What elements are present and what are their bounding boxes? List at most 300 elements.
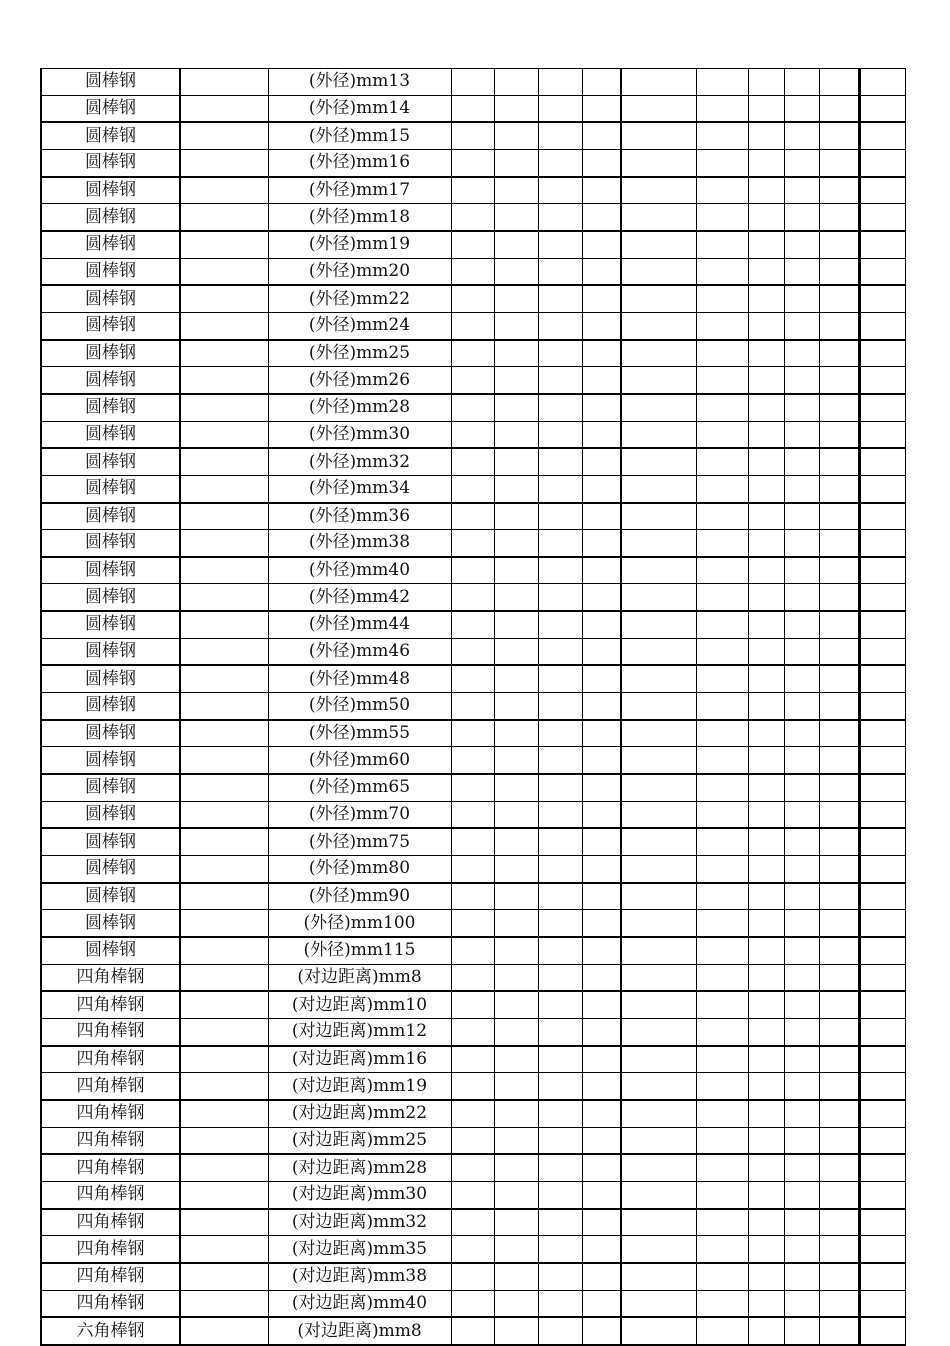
- spec-cell: (外径)mm36: [268, 503, 451, 530]
- empty-cell: [538, 1236, 582, 1263]
- empty-cell: [494, 1317, 538, 1345]
- spec-cell: (外径)mm42: [268, 584, 451, 611]
- empty-cell: [582, 665, 621, 692]
- empty-cell: [180, 312, 268, 339]
- empty-cell: [784, 693, 819, 720]
- table-row: [41, 991, 905, 1018]
- empty-cell: [748, 611, 784, 638]
- empty-cell: [621, 258, 696, 285]
- empty-cell: [538, 774, 582, 801]
- empty-cell: [859, 964, 905, 991]
- empty-cell: [494, 231, 538, 258]
- table-row: [41, 475, 905, 502]
- empty-cell: [494, 285, 538, 312]
- empty-cell: [621, 312, 696, 339]
- spec-cell: (外径)mm70: [268, 801, 451, 828]
- empty-cell: [784, 530, 819, 557]
- empty-cell: [538, 149, 582, 176]
- empty-cell: [621, 856, 696, 883]
- empty-cell: [180, 258, 268, 285]
- empty-cell: [621, 937, 696, 964]
- empty-cell: [451, 1181, 494, 1208]
- empty-cell: [748, 1073, 784, 1100]
- empty-cell: [621, 394, 696, 421]
- empty-cell: [621, 1290, 696, 1317]
- empty-cell: [859, 665, 905, 692]
- empty-cell: [696, 421, 748, 448]
- empty-cell: [621, 1209, 696, 1236]
- empty-cell: [180, 611, 268, 638]
- empty-cell: [696, 312, 748, 339]
- empty-cell: [859, 611, 905, 638]
- table-row: [41, 557, 905, 584]
- empty-cell: [784, 285, 819, 312]
- empty-cell: [494, 991, 538, 1018]
- empty-cell: [819, 638, 859, 665]
- empty-cell: [696, 530, 748, 557]
- material-spec-table: [40, 68, 906, 1346]
- material-name-cell: 四角棒钢: [41, 1046, 180, 1073]
- empty-cell: [621, 801, 696, 828]
- empty-cell: [748, 312, 784, 339]
- empty-cell: [784, 937, 819, 964]
- empty-cell: [784, 367, 819, 394]
- spec-cell: (外径)mm115: [268, 937, 451, 964]
- empty-cell: [451, 910, 494, 937]
- material-name-cell: 圆棒钢: [41, 69, 180, 96]
- empty-cell: [621, 177, 696, 204]
- empty-cell: [748, 1236, 784, 1263]
- empty-cell: [451, 828, 494, 855]
- empty-cell: [538, 122, 582, 149]
- empty-cell: [859, 69, 905, 96]
- empty-cell: [494, 394, 538, 421]
- empty-cell: [859, 503, 905, 530]
- empty-cell: [538, 1073, 582, 1100]
- empty-cell: [696, 204, 748, 231]
- empty-cell: [819, 1317, 859, 1345]
- empty-cell: [538, 964, 582, 991]
- material-name-cell: 圆棒钢: [41, 448, 180, 475]
- empty-cell: [621, 367, 696, 394]
- empty-cell: [748, 557, 784, 584]
- table-row: [41, 1209, 905, 1236]
- empty-cell: [451, 856, 494, 883]
- empty-cell: [451, 122, 494, 149]
- empty-cell: [538, 285, 582, 312]
- empty-cell: [696, 149, 748, 176]
- empty-cell: [494, 95, 538, 122]
- empty-cell: [582, 1073, 621, 1100]
- empty-cell: [784, 1209, 819, 1236]
- material-name-cell: 圆棒钢: [41, 394, 180, 421]
- table-row: [41, 258, 905, 285]
- empty-cell: [180, 1046, 268, 1073]
- empty-cell: [819, 801, 859, 828]
- spec-cell: (对边距离)mm25: [268, 1127, 451, 1154]
- empty-cell: [621, 1046, 696, 1073]
- empty-cell: [696, 177, 748, 204]
- empty-cell: [696, 910, 748, 937]
- empty-cell: [538, 69, 582, 96]
- empty-cell: [859, 1018, 905, 1045]
- table-row: [41, 883, 905, 910]
- empty-cell: [180, 747, 268, 774]
- empty-cell: [784, 1317, 819, 1345]
- empty-cell: [819, 1290, 859, 1317]
- empty-cell: [494, 1290, 538, 1317]
- material-name-cell: 圆棒钢: [41, 312, 180, 339]
- empty-cell: [494, 69, 538, 96]
- empty-cell: [180, 828, 268, 855]
- empty-cell: [621, 95, 696, 122]
- empty-cell: [582, 747, 621, 774]
- empty-cell: [582, 1154, 621, 1181]
- empty-cell: [621, 1181, 696, 1208]
- empty-cell: [451, 1018, 494, 1045]
- empty-cell: [819, 828, 859, 855]
- empty-cell: [451, 611, 494, 638]
- empty-cell: [784, 1073, 819, 1100]
- material-name-cell: 圆棒钢: [41, 638, 180, 665]
- empty-cell: [582, 503, 621, 530]
- empty-cell: [696, 937, 748, 964]
- material-name-cell: 四角棒钢: [41, 1236, 180, 1263]
- material-name-cell: 圆棒钢: [41, 475, 180, 502]
- empty-cell: [451, 937, 494, 964]
- empty-cell: [859, 720, 905, 747]
- empty-cell: [819, 611, 859, 638]
- spec-cell: (外径)mm13: [268, 69, 451, 96]
- spec-cell: (对边距离)mm22: [268, 1100, 451, 1127]
- table-row: [41, 801, 905, 828]
- empty-cell: [494, 122, 538, 149]
- empty-cell: [494, 1046, 538, 1073]
- empty-cell: [819, 1100, 859, 1127]
- empty-cell: [494, 204, 538, 231]
- empty-cell: [451, 991, 494, 1018]
- empty-cell: [582, 638, 621, 665]
- empty-cell: [582, 611, 621, 638]
- empty-cell: [621, 475, 696, 502]
- empty-cell: [621, 69, 696, 96]
- empty-cell: [451, 665, 494, 692]
- table-row: [41, 1236, 905, 1263]
- empty-cell: [621, 828, 696, 855]
- empty-cell: [819, 122, 859, 149]
- empty-cell: [582, 1236, 621, 1263]
- empty-cell: [748, 1263, 784, 1290]
- empty-cell: [819, 720, 859, 747]
- empty-cell: [538, 557, 582, 584]
- empty-cell: [696, 611, 748, 638]
- spec-cell: (对边距离)mm32: [268, 1209, 451, 1236]
- empty-cell: [748, 258, 784, 285]
- empty-cell: [494, 1018, 538, 1045]
- empty-cell: [819, 231, 859, 258]
- empty-cell: [859, 801, 905, 828]
- empty-cell: [538, 828, 582, 855]
- material-name-cell: 圆棒钢: [41, 720, 180, 747]
- empty-cell: [819, 856, 859, 883]
- empty-cell: [696, 258, 748, 285]
- empty-cell: [538, 1263, 582, 1290]
- table-row: [41, 693, 905, 720]
- spec-cell: (外径)mm14: [268, 95, 451, 122]
- empty-cell: [784, 95, 819, 122]
- empty-cell: [696, 1181, 748, 1208]
- empty-cell: [180, 149, 268, 176]
- empty-cell: [180, 1154, 268, 1181]
- empty-cell: [819, 95, 859, 122]
- empty-cell: [451, 258, 494, 285]
- empty-cell: [582, 394, 621, 421]
- empty-cell: [582, 367, 621, 394]
- empty-cell: [819, 774, 859, 801]
- material-name-cell: 圆棒钢: [41, 122, 180, 149]
- empty-cell: [494, 638, 538, 665]
- empty-cell: [451, 394, 494, 421]
- empty-cell: [621, 1317, 696, 1345]
- empty-cell: [582, 774, 621, 801]
- table-row: [41, 774, 905, 801]
- spec-cell: (外径)mm34: [268, 475, 451, 502]
- empty-cell: [748, 828, 784, 855]
- empty-cell: [180, 95, 268, 122]
- table-row: [41, 530, 905, 557]
- empty-cell: [696, 964, 748, 991]
- table-row: [41, 312, 905, 339]
- empty-cell: [538, 910, 582, 937]
- empty-cell: [494, 584, 538, 611]
- empty-cell: [538, 421, 582, 448]
- empty-cell: [451, 69, 494, 96]
- empty-cell: [180, 1317, 268, 1345]
- empty-cell: [696, 475, 748, 502]
- empty-cell: [451, 1127, 494, 1154]
- spec-cell: (对边距离)mm12: [268, 1018, 451, 1045]
- empty-cell: [494, 611, 538, 638]
- empty-cell: [180, 1100, 268, 1127]
- empty-cell: [494, 774, 538, 801]
- empty-cell: [494, 856, 538, 883]
- empty-cell: [696, 1209, 748, 1236]
- empty-cell: [859, 231, 905, 258]
- empty-cell: [784, 991, 819, 1018]
- empty-cell: [180, 421, 268, 448]
- empty-cell: [859, 122, 905, 149]
- empty-cell: [538, 204, 582, 231]
- empty-cell: [748, 231, 784, 258]
- empty-cell: [180, 285, 268, 312]
- empty-cell: [582, 1263, 621, 1290]
- empty-cell: [696, 1263, 748, 1290]
- empty-cell: [582, 1046, 621, 1073]
- empty-cell: [180, 394, 268, 421]
- empty-cell: [180, 801, 268, 828]
- table-row: [41, 964, 905, 991]
- empty-cell: [538, 1018, 582, 1045]
- empty-cell: [494, 964, 538, 991]
- material-name-cell: 圆棒钢: [41, 177, 180, 204]
- empty-cell: [582, 204, 621, 231]
- empty-cell: [819, 937, 859, 964]
- spec-cell: (外径)mm25: [268, 340, 451, 367]
- spec-cell: (外径)mm16: [268, 149, 451, 176]
- empty-cell: [180, 448, 268, 475]
- empty-cell: [582, 530, 621, 557]
- empty-cell: [582, 421, 621, 448]
- empty-cell: [621, 503, 696, 530]
- spec-cell: (外径)mm38: [268, 530, 451, 557]
- empty-cell: [494, 1127, 538, 1154]
- table-row: [41, 122, 905, 149]
- empty-cell: [859, 258, 905, 285]
- empty-cell: [451, 1263, 494, 1290]
- empty-cell: [859, 312, 905, 339]
- empty-cell: [582, 1209, 621, 1236]
- empty-cell: [538, 801, 582, 828]
- empty-cell: [784, 258, 819, 285]
- empty-cell: [621, 1073, 696, 1100]
- empty-cell: [582, 991, 621, 1018]
- empty-cell: [180, 937, 268, 964]
- empty-cell: [451, 720, 494, 747]
- empty-cell: [859, 828, 905, 855]
- empty-cell: [582, 828, 621, 855]
- empty-cell: [494, 177, 538, 204]
- spec-cell: (外径)mm75: [268, 828, 451, 855]
- empty-cell: [582, 856, 621, 883]
- empty-cell: [538, 1127, 582, 1154]
- empty-cell: [494, 1263, 538, 1290]
- empty-cell: [748, 910, 784, 937]
- table-row: [41, 665, 905, 692]
- empty-cell: [748, 285, 784, 312]
- material-name-cell: 圆棒钢: [41, 937, 180, 964]
- empty-cell: [538, 1046, 582, 1073]
- empty-cell: [538, 1209, 582, 1236]
- material-name-cell: 圆棒钢: [41, 693, 180, 720]
- table-row: [41, 448, 905, 475]
- spec-cell: (外径)mm22: [268, 285, 451, 312]
- material-name-cell: 圆棒钢: [41, 204, 180, 231]
- empty-cell: [621, 774, 696, 801]
- empty-cell: [451, 95, 494, 122]
- empty-cell: [180, 530, 268, 557]
- empty-cell: [819, 258, 859, 285]
- empty-cell: [582, 693, 621, 720]
- empty-cell: [819, 1073, 859, 1100]
- empty-cell: [859, 1046, 905, 1073]
- empty-cell: [538, 1181, 582, 1208]
- empty-cell: [696, 1073, 748, 1100]
- empty-cell: [859, 693, 905, 720]
- empty-cell: [784, 340, 819, 367]
- empty-cell: [538, 883, 582, 910]
- empty-cell: [538, 367, 582, 394]
- empty-cell: [451, 475, 494, 502]
- empty-cell: [696, 665, 748, 692]
- spec-cell: (外径)mm100: [268, 910, 451, 937]
- empty-cell: [784, 1154, 819, 1181]
- empty-cell: [494, 747, 538, 774]
- empty-cell: [494, 828, 538, 855]
- empty-cell: [451, 747, 494, 774]
- empty-cell: [582, 95, 621, 122]
- empty-cell: [859, 149, 905, 176]
- spec-cell: (外径)mm19: [268, 231, 451, 258]
- empty-cell: [748, 665, 784, 692]
- empty-cell: [451, 503, 494, 530]
- empty-cell: [451, 1154, 494, 1181]
- empty-cell: [621, 530, 696, 557]
- empty-cell: [784, 883, 819, 910]
- empty-cell: [819, 1236, 859, 1263]
- spec-cell: (外径)mm30: [268, 421, 451, 448]
- table-row: [41, 1046, 905, 1073]
- empty-cell: [538, 177, 582, 204]
- spec-cell: (外径)mm90: [268, 883, 451, 910]
- empty-cell: [696, 774, 748, 801]
- empty-cell: [784, 1100, 819, 1127]
- empty-cell: [451, 177, 494, 204]
- empty-cell: [621, 584, 696, 611]
- table-row: [41, 177, 905, 204]
- empty-cell: [180, 1209, 268, 1236]
- material-name-cell: 圆棒钢: [41, 828, 180, 855]
- empty-cell: [784, 611, 819, 638]
- spec-cell: (对边距离)mm10: [268, 991, 451, 1018]
- empty-cell: [819, 910, 859, 937]
- table-row: [41, 611, 905, 638]
- empty-cell: [494, 801, 538, 828]
- empty-cell: [582, 69, 621, 96]
- table-row: [41, 937, 905, 964]
- empty-cell: [180, 910, 268, 937]
- table-row: [41, 1263, 905, 1290]
- empty-cell: [180, 1290, 268, 1317]
- empty-cell: [582, 910, 621, 937]
- empty-cell: [784, 828, 819, 855]
- empty-cell: [451, 638, 494, 665]
- spec-cell: (对边距离)mm8: [268, 1317, 451, 1345]
- table-row: [41, 149, 905, 176]
- empty-cell: [538, 584, 582, 611]
- table-row: [41, 95, 905, 122]
- material-name-cell: 四角棒钢: [41, 1100, 180, 1127]
- empty-cell: [621, 1154, 696, 1181]
- empty-cell: [582, 475, 621, 502]
- empty-cell: [494, 421, 538, 448]
- empty-cell: [180, 340, 268, 367]
- empty-cell: [538, 856, 582, 883]
- empty-cell: [784, 584, 819, 611]
- empty-cell: [451, 964, 494, 991]
- empty-cell: [696, 448, 748, 475]
- empty-cell: [180, 1181, 268, 1208]
- empty-cell: [859, 991, 905, 1018]
- empty-cell: [784, 964, 819, 991]
- empty-cell: [494, 720, 538, 747]
- empty-cell: [859, 1127, 905, 1154]
- empty-cell: [819, 204, 859, 231]
- empty-cell: [582, 340, 621, 367]
- empty-cell: [784, 1018, 819, 1045]
- material-name-cell: 四角棒钢: [41, 1263, 180, 1290]
- empty-cell: [819, 394, 859, 421]
- empty-cell: [859, 883, 905, 910]
